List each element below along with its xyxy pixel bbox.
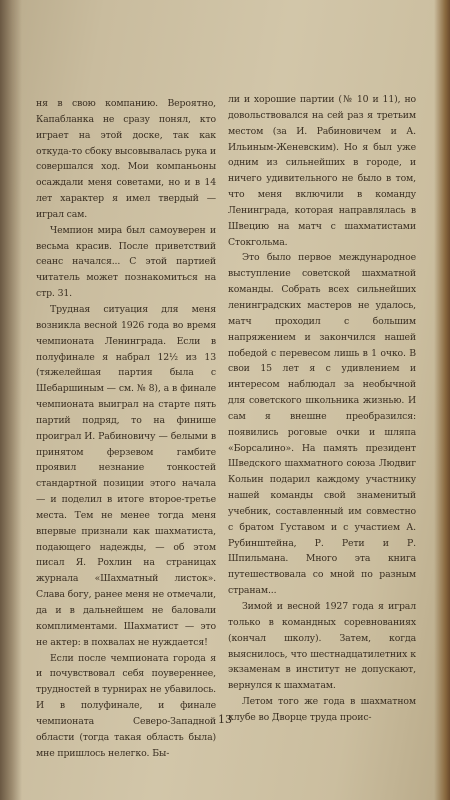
right-text-column	[228, 92, 416, 726]
paragraph: Если после чемпионата города я и почувствовал себя поувереннее, трудностей в турнирах не убавилось. И в полуфинале, и финале чемпионата Северо-Западной области (тогда такая область была) мне пришлось нелегко. Бы-	[36, 652, 216, 759]
page-number: 13	[218, 713, 232, 726]
paragraph: Трудная ситуация для меня возникла весной 1926 года во время чемпионата Ленинграда. Если в полуфинале я набрал 12½ из 13 (тяжелейшая партия была с Шебаршиным — см. № 8), а в финале чемпионата выиграл на старте пять партий подряд, то на финише проиграл И. Рабиновичу — белыми в принятом ферзевом гамбите проявил незнание тонкостей стандартной позиции этого начала — и поделил в итоге второе-третье места. Тем не менее тогда меня впервые признали как шахматиста, подающего надежды, — об этом писал Я. Рохлин на страницах журнала «Шахматный листок». Слава богу, ранее меня не отмечали, да и в дальнейшем не баловали комплиментами. Шахматист — это не актер: в похвалах не нуждается!	[36, 303, 216, 648]
paragraph: ня в свою компанию. Вероятно, Капабланка не сразу понял, кто играет на этой доске, так как откуда-то сбоку высовывалась рука и совершался ход. Мои компаньоны осаждали меня советами, но и в 14 лет характер я имел твердый — играл сам.	[36, 98, 216, 220]
paragraph: ли и хорошие партии (№ 10 и 11), но довольствовался на сей раз я третьим местом (за И. Рабиновичем и А. Ильиным-Женевским). Но я был уже одним из сильнейших в городе, и ничего удивительного не было в том, что меня включили в команду Ленинграда, которая направлялась в Швецию на матч с шахматистами Стокгольма.	[228, 94, 416, 248]
left-text-column	[36, 96, 216, 761]
paragraph: Чемпион мира был самоуверен и весьма красив. После приветствий сеанс начался... С этой партией читатель может познакомиться на стр. 31.	[36, 224, 216, 300]
paragraph: Это было первое международное выступление советской шахматной команды. Собрать всех сильнейших ленинградских мастеров не удалось, матч проходил с большим напряжением и закончился нашей победой с перевесом лишь в 1 очко. В свои 15 лет я с удивлением и интересом наблюдал за необычной для советского школьника жизнью. И сам я внешне преобразился: появились роговые очки и шляпа «Борсалино». На память президент Шведского шахматного союза Людвиг Кольин подарил каждому участнику нашей команды свой знаменитый учебник, составленный им совместно с братом Густавом и с участием А. Рубинштейна, Р. Рети и Р. Шпильмана. Много эта книга путешествовала со мной по разным странам...	[228, 252, 416, 597]
paragraph: Летом того же года в шахматном клубе во Дворце труда проис-	[228, 696, 416, 723]
book-spine-shadow	[0, 0, 22, 800]
page-edge	[434, 0, 450, 800]
paragraph: Зимой и весной 1927 года я играл только в командных соревнованиях (кончал школу). Затем, когда выяснилось, что шестнадцатилетних к экзаменам в институт не допускают, вернулся к шахматам.	[228, 601, 416, 692]
